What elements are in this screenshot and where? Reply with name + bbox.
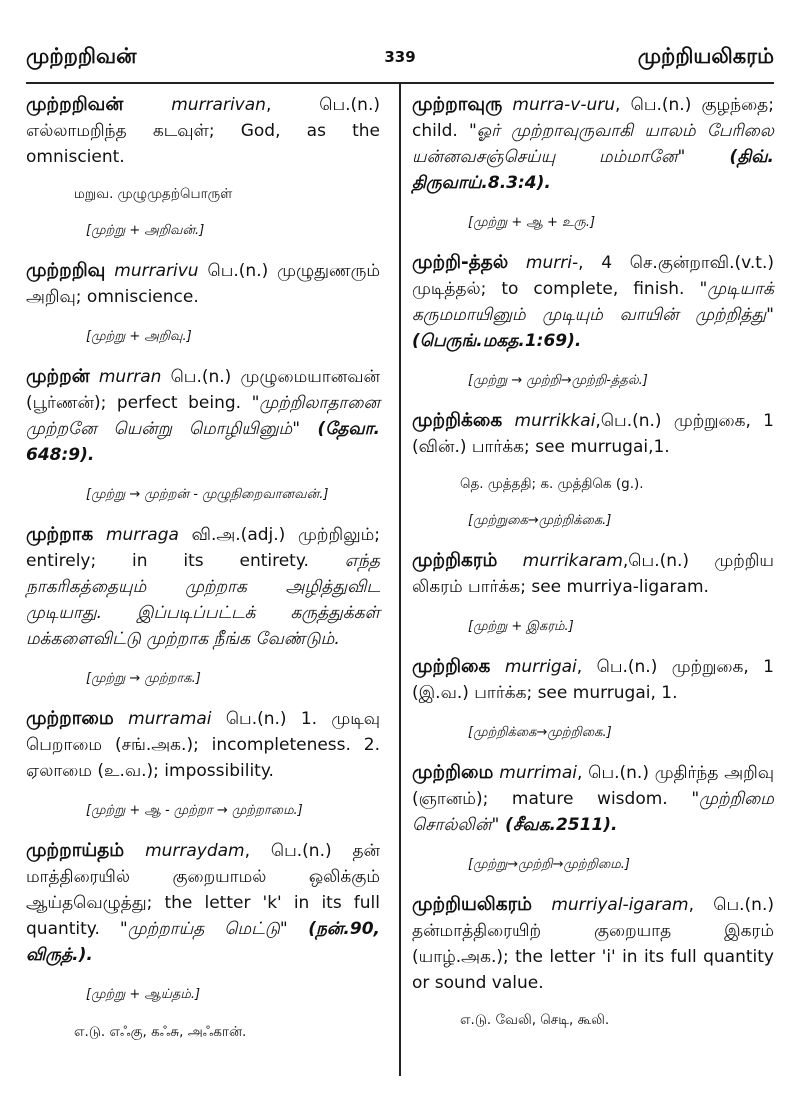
headword: முற்றாக [26,524,94,545]
example-sentence: எந்த நாகரிகத்தையும் முற்றாக அழித்துவிட முடியாது. இப்படிப்பட்டக் கருத்துக்கள் மக்களைவிட்டு முற்றாக நீங்க வேண்டும். [26,551,380,649]
transliteration: murraydam [145,841,245,861]
dictionary-entry [412,892,774,1030]
definition: , பெ.(n.) முதிர்ந்த அறிவு (ஞானம்); mature wisdom. [412,763,774,809]
quotation: "முற்றிமை சொல்லின்" [412,789,774,835]
transliteration: murrarivu [114,261,199,281]
headword: முற்றாவுரு [412,94,503,115]
definition: , பெ.(n.) தன்மாத்திரையிற் குறையாத இகரம் (யாழ்.அக.); the letter 'i' in its full quantity or sound value. [412,895,774,993]
definition: , பெ.(n.) முற்றுகை, 1 (இ.வ.) பார்க்க; see murrugai, 1. [412,657,774,703]
etymology: [முற்று + ஆ + உரு.] [468,215,596,230]
etymology: [முற்று → முற்றாக.] [86,671,201,686]
definition: , பெ.(n.) குழந்தை; child. [412,95,774,141]
citation: (பெருங்.மகத.1:69). [412,331,582,351]
etymology: [முற்று + ஆ - முற்றா → முற்றாமை.] [86,803,303,818]
column-divider [399,84,401,1076]
headword: முற்றறிவு [26,260,106,281]
etymology: [முற்று + அறிவு.] [86,329,192,344]
dictionary-entry [412,250,774,390]
etymology: [முற்று + ஆய்தம்.] [86,987,201,1002]
citation: (தேவா. 648:9). [26,419,380,465]
quotation: "ஓர் முற்றாவுருவாகி யாலம் பேரிலை யன்னவசஞ்செய்யு மம்மானே" [412,121,774,167]
headword: முற்றன் [26,366,90,387]
transliteration: murrimai [499,763,578,783]
citation: (சீவக.2511). [499,815,618,835]
dictionary-entry [412,548,774,636]
synonym-note: மறுவ. முழுமுதற்பொருள் [74,186,233,202]
quotation: "முடியாக் கருமமாயினும் முடியும் வாயின் முற்றித்து" [412,279,774,325]
headword: முற்றியலிகரம் [412,894,533,915]
definition: பெ.(n.) முழுமையானவன் (பூர்ணன்); perfect being. [26,367,381,413]
etymology: [முற்று → முற்றன் - முழுநிறைவானவன்.] [86,487,329,502]
citation: (திவ். திருவாய்.8.3:4). [412,147,774,193]
definition: , பெ.(n.) எல்லாமறிந்த கடவுள்; God, as the omniscient. [26,95,380,167]
definition: பெ.(n.) 1. முடிவு பெறாமை (சங்.அக.); incompleteness. 2. ஏலாமை (உ.வ.); impossibility. [26,709,381,781]
etymology: [முற்றுகை→முற்றிக்கை.] [468,513,612,528]
page-header [26,44,774,78]
transliteration: murrigai [504,657,577,677]
transliteration: murrikkai [514,411,596,431]
dictionary-entry [26,522,380,688]
etymology: [முற்று→முற்றி→முற்றிமை.] [468,857,630,872]
example-words: எ.டு. எஃகு, கஃசு, அஃகான். [74,1024,247,1040]
transliteration: murraga [105,525,179,545]
dictionary-entry [26,364,380,504]
example-words: எ.டு. வேலி, செடி, கூலி. [460,1012,610,1028]
headword: முற்றிகரம் [412,550,498,571]
dictionary-entry [26,838,380,1042]
guide-word-left: முற்றறிவன் [26,44,137,68]
definition: பெ.(n.) முழுதுணரும் அறிவு; omniscience. [26,261,381,307]
dictionary-entry [412,92,774,232]
definition: , பெ.(n.) தன் மாத்திரையில் குறையாமல் ஒலிக்கும் ஆய்தவெழுத்து; the letter 'k' in its full quantity. [26,841,381,939]
right-column [412,92,774,1030]
headword: முற்றாமை [26,708,114,729]
etymology: [முற்று + அறிவன்.] [86,223,205,238]
transliteration: murriyal-igaram [551,895,689,915]
dictionary-entry [412,408,774,530]
headword: முற்றறிவன் [26,94,124,115]
dictionary-entry [26,706,380,820]
definition: , 4 செ.குன்றாவி.(v.t.) முடித்தல்; to complete, finish. [412,253,774,299]
transliteration: murramai [128,709,212,729]
headword: முற்றிக்கை [412,410,503,431]
quotation: "முற்றிலாதானை முற்றனே யென்று மொழியினும்" [26,393,380,439]
headword: முற்றிமை [412,762,494,783]
cognates: தெ. முத்ததி; க. முத்திகெ (g.). [460,476,644,492]
headword: முற்றாய்தம் [26,840,125,861]
dictionary-entry [26,258,380,346]
dictionary-entry [412,760,774,874]
citation: (நன்.90, விருத்.). [26,919,380,965]
transliteration: murri- [525,253,579,273]
dictionary-entry [412,654,774,742]
guide-word-right: முற்றியலிகரம் [637,44,774,68]
headword: முற்றிகை [412,656,491,677]
transliteration: murrikaram [522,551,623,571]
quotation: "முற்றாய்த மெட்டு" [119,919,288,939]
etymology: [முற்றிக்கை→முற்றிகை.] [468,725,612,740]
page-number: 339 [384,48,416,66]
headword: முற்றி-த்தல் [412,252,509,273]
definition: வி.அ.(adj.) முற்றிலும்; entirely; in its entirety. [26,525,381,571]
transliteration: murrarivan [171,95,266,115]
transliteration: murran [98,367,162,387]
etymology: [முற்று → முற்றி→முற்றி-த்தல்.] [468,373,648,388]
definition: ,பெ.(n.) முற்றுகை, 1 (வின்.) பார்க்க; see murrugai,1. [412,411,775,457]
definition: ,பெ.(n.) முற்றிய லிகரம் பார்க்க; see murriya-ligaram. [412,551,774,597]
transliteration: murra-v-uru [512,95,616,115]
etymology: [முற்று + இகரம்.] [468,619,574,634]
dictionary-entry [26,92,380,240]
left-column [26,92,380,1042]
